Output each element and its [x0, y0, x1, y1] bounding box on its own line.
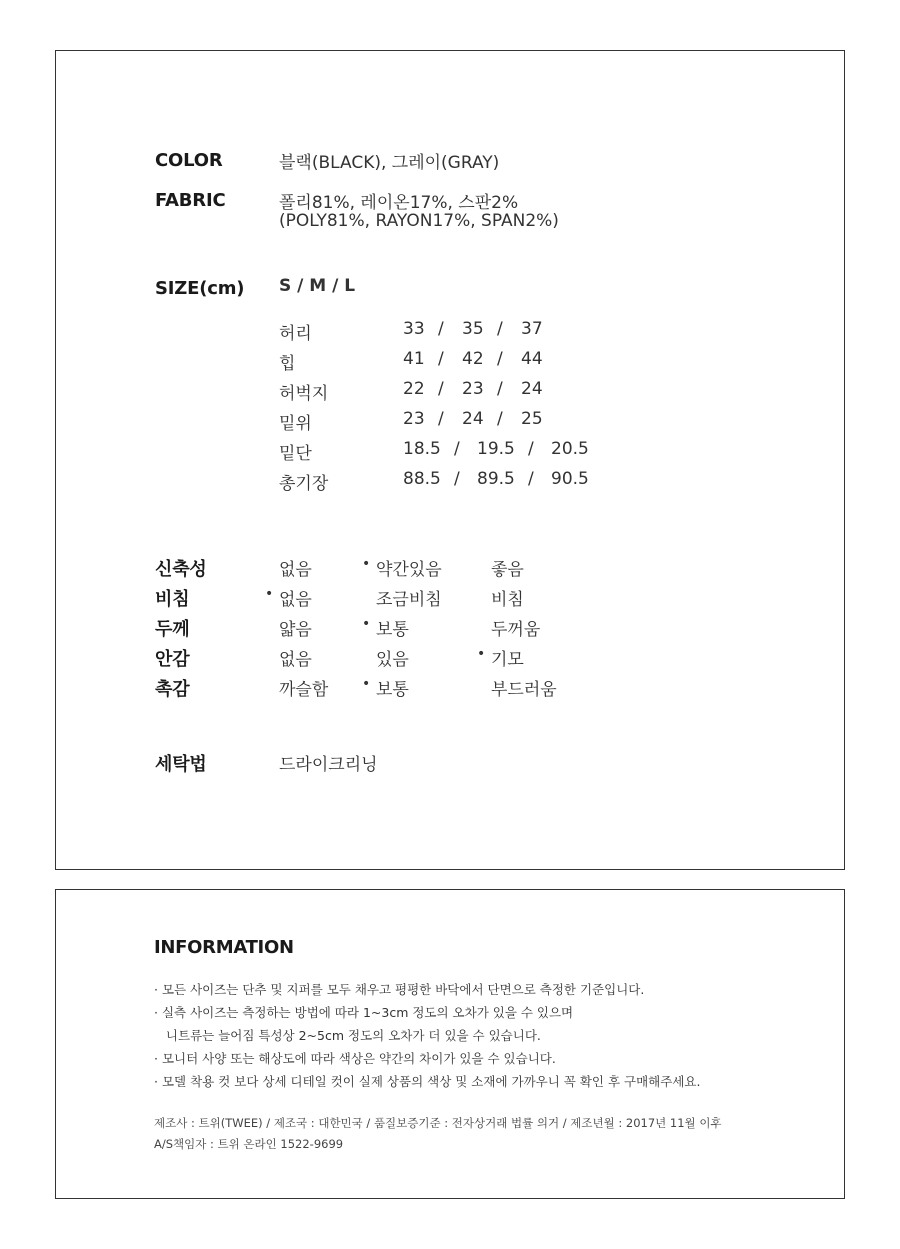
size-value-l: 37 — [521, 319, 543, 339]
size-value-l: 44 — [521, 349, 543, 369]
information-footer-line: 제조사 : 트위(TWEE) / 제조국 : 대한민국 / 품질보증기준 : 전자상거래 법률 의거 / 제조년월 : 2017년 11월 이후 — [154, 1116, 722, 1130]
attribute-option-text: 보통 — [376, 620, 409, 640]
information-note: · 실측 사이즈는 측정하는 방법에 따라 1~3cm 정도의 오차가 있을 수 있으며 — [154, 1005, 574, 1020]
information-footer-line: A/S책임자 : 트위 온라인 1522-9699 — [154, 1137, 344, 1151]
attribute-option-text: 없음 — [279, 590, 312, 610]
size-separator: / — [528, 439, 534, 459]
color-value: 블랙(BLACK), 그레이(GRAY) — [279, 153, 500, 173]
size-separator: / — [497, 379, 503, 399]
attribute-option-selected — [362, 615, 409, 640]
attribute-option — [491, 555, 524, 580]
attribute-option-text: 비침 — [491, 590, 524, 610]
color-label: COLOR — [155, 150, 223, 171]
fabric-value-english: (POLY81%, RAYON17%, SPAN2%) — [279, 211, 559, 231]
size-value-s: 41 — [403, 349, 425, 369]
attribute-option-selected — [265, 585, 312, 610]
attribute-label: 두께 — [155, 619, 190, 640]
attribute-label: 비침 — [155, 589, 190, 610]
washing-label: 세탁법 — [155, 754, 207, 775]
size-value-m: 89.5 — [477, 469, 515, 489]
information-note: · 모든 사이즈는 단추 및 지퍼를 모두 채우고 평평한 바닥에서 단면으로 측정한 기준입니다. — [154, 982, 645, 997]
size-value-m: 23 — [462, 379, 484, 399]
selected-bullet-icon: • — [362, 556, 371, 572]
attribute-option-selected — [362, 555, 442, 580]
size-value-m: 19.5 — [477, 439, 515, 459]
attribute-option-text: 좋음 — [491, 560, 524, 580]
attribute-option-text: 있음 — [376, 650, 409, 670]
size-row-name: 허리 — [279, 324, 312, 344]
attribute-option — [376, 645, 409, 670]
attribute-option — [279, 645, 312, 670]
size-separator: / — [454, 439, 460, 459]
information-panel — [55, 889, 845, 1199]
selected-bullet-icon: • — [477, 646, 486, 662]
product-spec-panel — [55, 50, 845, 870]
attribute-option-text: 부드러움 — [491, 680, 557, 700]
size-value-m: 35 — [462, 319, 484, 339]
size-value-l: 20.5 — [551, 439, 589, 459]
size-row-name: 허벅지 — [279, 384, 329, 404]
size-value-s: 88.5 — [403, 469, 441, 489]
attribute-option — [376, 585, 442, 610]
attribute-option-text: 보통 — [376, 680, 409, 700]
selected-bullet-icon: • — [362, 616, 371, 632]
size-value-l: 24 — [521, 379, 543, 399]
size-separator: / — [497, 409, 503, 429]
information-note: · 모델 착용 컷 보다 상세 디테일 컷이 실제 상품의 색상 및 소재에 가까우니 꼭 확인 후 구매해주세요. — [154, 1074, 701, 1089]
attribute-option-text: 까슬함 — [279, 680, 329, 700]
size-value-s: 23 — [403, 409, 425, 429]
fabric-label: FABRIC — [155, 190, 226, 211]
attribute-option — [279, 615, 312, 640]
size-separator: / — [497, 319, 503, 339]
attribute-option — [491, 585, 524, 610]
attribute-option-text: 약간있음 — [376, 560, 442, 580]
size-row-name: 힙 — [279, 354, 296, 374]
information-note: · 모니터 사양 또는 해상도에 따라 색상은 약간의 차이가 있을 수 있습니다. — [154, 1051, 556, 1066]
size-separator: / — [497, 349, 503, 369]
attribute-label: 안감 — [155, 649, 190, 670]
size-value-s: 33 — [403, 319, 425, 339]
size-label: SIZE(cm) — [155, 278, 245, 299]
attribute-option — [279, 675, 328, 700]
size-value-s: 22 — [403, 379, 425, 399]
size-value-l: 90.5 — [551, 469, 589, 489]
information-title: INFORMATION — [154, 937, 294, 958]
size-value-m: 42 — [462, 349, 484, 369]
size-value-s: 18.5 — [403, 439, 441, 459]
attribute-option-text: 기모 — [491, 650, 524, 670]
selected-bullet-icon: • — [265, 586, 274, 602]
size-row-name: 밑단 — [279, 444, 312, 464]
washing-value: 드라이크리닝 — [279, 755, 378, 775]
attribute-option-selected — [362, 675, 409, 700]
attribute-option — [491, 615, 540, 640]
attribute-option-text: 없음 — [279, 650, 312, 670]
selected-bullet-icon: • — [362, 676, 371, 692]
size-row-name: 밑위 — [279, 414, 312, 434]
attribute-option — [491, 675, 557, 700]
attribute-option-text: 없음 — [279, 560, 312, 580]
attribute-option — [279, 555, 312, 580]
size-separator: / — [438, 319, 444, 339]
information-note: 니트류는 늘어짐 특성상 2~5cm 정도의 오차가 더 있을 수 있습니다. — [154, 1028, 541, 1043]
size-separator: / — [438, 409, 444, 429]
attribute-label: 촉감 — [155, 679, 190, 700]
size-value-l: 25 — [521, 409, 543, 429]
size-separator: / — [528, 469, 534, 489]
size-value-m: 24 — [462, 409, 484, 429]
size-row-name: 총기장 — [279, 474, 329, 494]
attribute-option-text: 두꺼움 — [491, 620, 541, 640]
attribute-option-text: 조금비침 — [376, 590, 442, 610]
fabric-value-korean: 폴리81%, 레이온17%, 스판2% — [279, 193, 519, 213]
attribute-option-selected — [477, 645, 524, 670]
attribute-option-text: 얇음 — [279, 620, 312, 640]
size-separator: / — [454, 469, 460, 489]
size-separator: / — [438, 349, 444, 369]
size-options: S / M / L — [279, 276, 356, 296]
attribute-label: 신축성 — [155, 559, 207, 580]
size-separator: / — [438, 379, 444, 399]
